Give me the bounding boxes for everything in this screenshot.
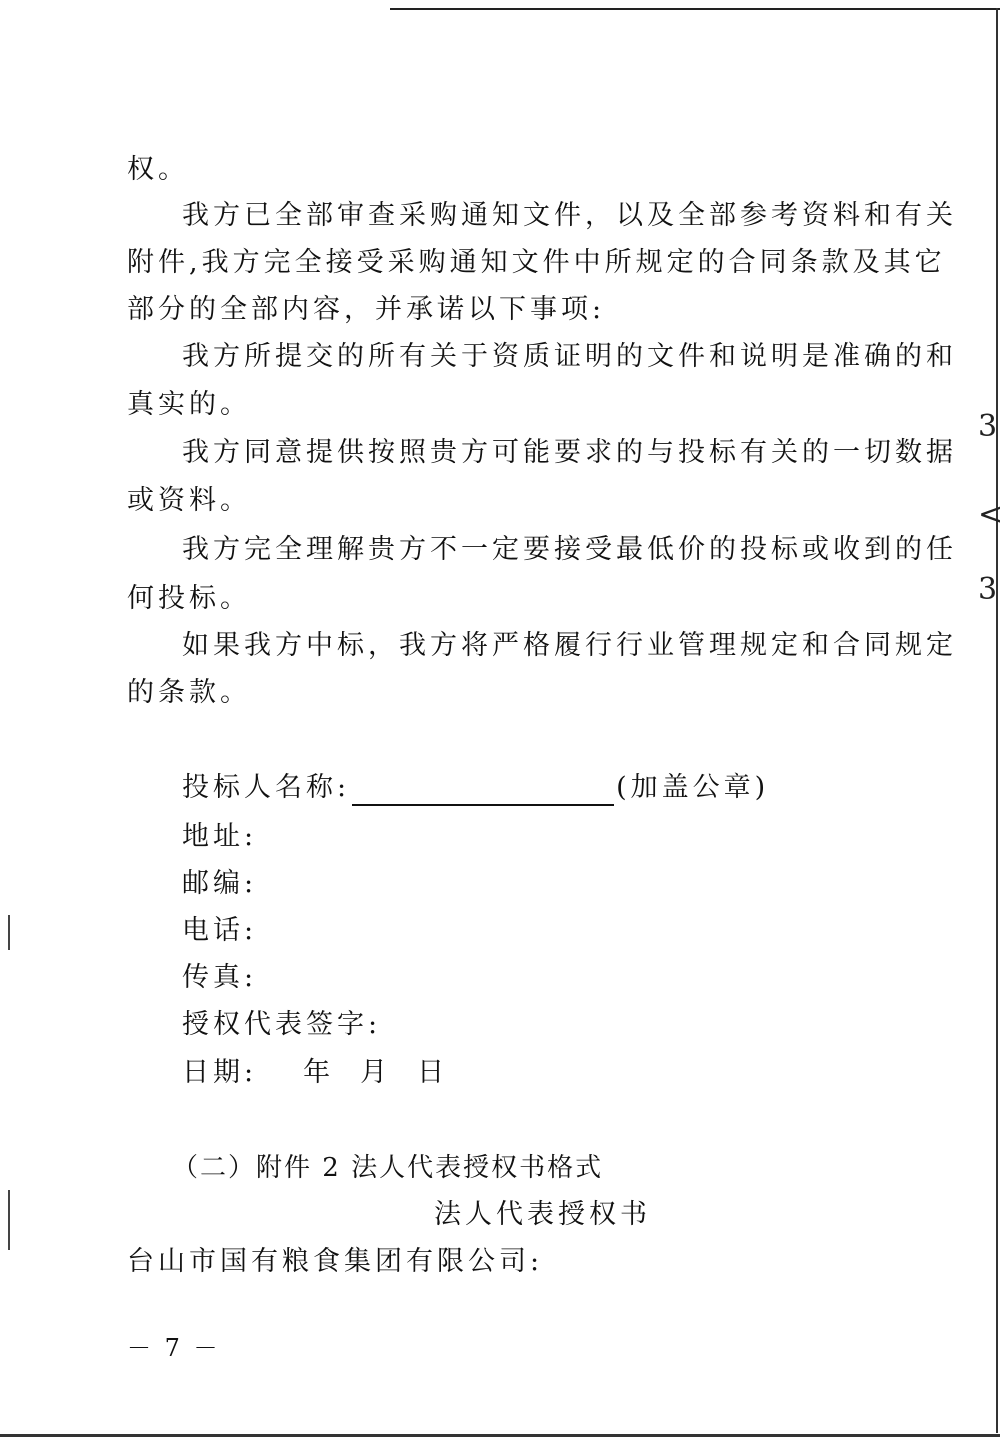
body-line: 的条款。 <box>127 677 251 708</box>
postcode-label: 邮编: <box>182 868 258 899</box>
scan-bleed-mark: 3 <box>978 409 998 444</box>
left-margin-mark <box>8 1190 10 1250</box>
date-day-label: 日 <box>417 1057 449 1088</box>
body-line: 如果我方中标，我方将严格履行行业管理规定和合同规定 <box>182 630 957 661</box>
bidder-name-row <box>182 770 769 806</box>
body-line: 真实的。 <box>127 389 251 420</box>
scan-bleed-mark: 3 <box>978 572 998 607</box>
bidder-name-label: 投标人名称: <box>182 772 351 803</box>
body-line: 何投标。 <box>127 583 251 614</box>
date-year-label: 年 <box>303 1057 335 1088</box>
body-line: 我方已全部审查采购通知文件，以及全部参考资料和有关 <box>182 200 957 231</box>
right-page-edge <box>996 8 998 1433</box>
authorization-title: 法人代表授权书 <box>434 1199 651 1230</box>
fax-label: 传真: <box>182 962 258 993</box>
body-line: 我方同意提供按照贵方可能要求的与投标有关的一切数据 <box>182 437 957 468</box>
rep-signature-label: 授权代表签字: <box>182 1009 382 1040</box>
date-label: 日期: <box>182 1057 258 1088</box>
page-number: － 7 － <box>127 1334 221 1362</box>
address-label: 地址: <box>182 821 258 852</box>
phone-label: 电话: <box>182 915 258 946</box>
scan-bleed-mark: < <box>978 497 1003 532</box>
body-line: 或资料。 <box>127 485 251 516</box>
body-line: 我方完全理解贵方不一定要接受最低价的投标或收到的任 <box>182 534 957 565</box>
date-row <box>182 1055 448 1091</box>
date-month-label: 月 <box>360 1057 392 1088</box>
left-margin-mark <box>8 915 10 950</box>
body-line: 权。 <box>127 154 189 185</box>
bidder-name-blank[interactable] <box>352 778 614 806</box>
body-line: 部分的全部内容，并承诺以下事项: <box>127 294 606 325</box>
bottom-border-rule <box>0 1434 1000 1437</box>
top-border-rule <box>390 8 1000 10</box>
body-line: 我方所提交的所有关于资质证明的文件和说明是准确的和 <box>182 341 957 372</box>
addressee-line: 台山市国有粮食集团有限公司: <box>127 1246 544 1277</box>
official-seal-note: (加盖公章) <box>616 772 770 803</box>
body-line: 附件,我方完全接受采购通知文件中所规定的合同条款及其它 <box>127 247 946 278</box>
appendix-heading: （二）附件 2 法人代表授权书格式 <box>172 1153 604 1183</box>
